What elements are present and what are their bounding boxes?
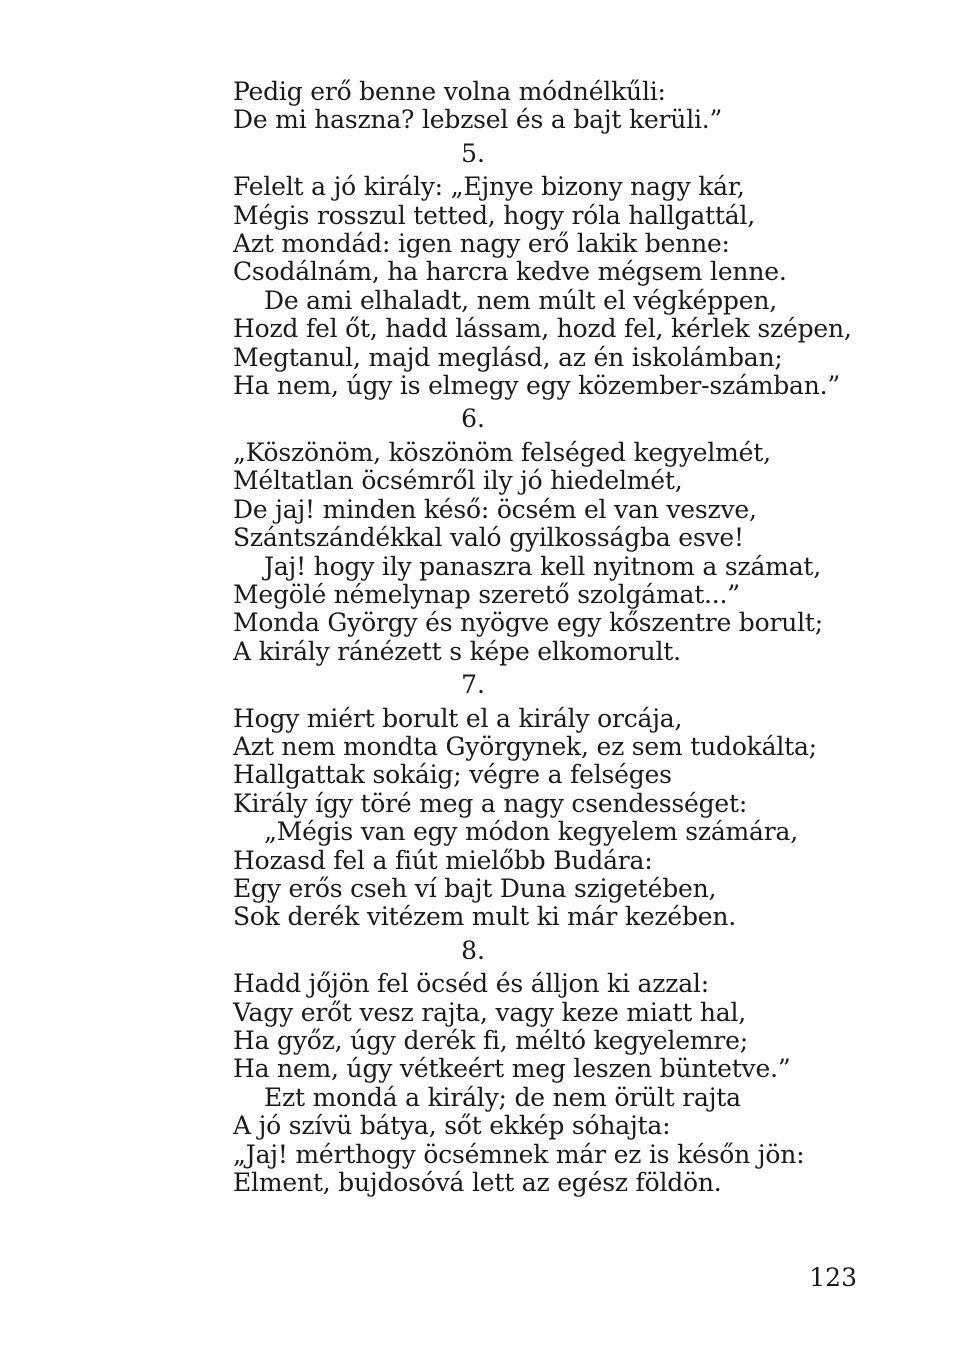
poem-line: „Köszönöm, köszönöm felséged kegyelmét, [233, 437, 771, 467]
poem-line: Csodálnám, ha harcra kedve mégsem lenne. [233, 257, 787, 287]
poem-line: Hallgattak sokáig; végre a felséges [233, 760, 672, 790]
poem-line: Megölé némelynap szerető szolgámat...” [233, 579, 740, 609]
poem-line: Méltatlan öcsémről ily jó hiedelmét, [233, 466, 683, 496]
poem-line: Elment, bujdosóvá lett az egész földön. [233, 1168, 722, 1198]
poem-line: Szántszándékkal való gyilkosságba esve! [233, 523, 744, 553]
stanza-number: 5. [461, 138, 485, 168]
poem-line: Mégis rosszul tetted, hogy róla hallgattál, [233, 200, 755, 230]
page-number: 123 [809, 1263, 857, 1292]
poem-line: Ha nem, úgy is elmegy egy közember-számban.” [233, 371, 840, 401]
poem-line: Monda György és nyögve egy kőszentre borult; [233, 608, 823, 638]
poem-line: Sok derék vitézem mult ki már kezében. [233, 902, 737, 932]
poem-line: Azt mondád: igen nagy erő lakik benne: [233, 229, 730, 259]
stanza-number: 6. [461, 404, 485, 434]
poem-line: De mi haszna? lebzsel és a bajt kerüli.” [233, 105, 723, 135]
poem-line: Király így töré meg a nagy csendességet: [233, 788, 748, 818]
poem-line: Egy erős cseh ví bajt Duna szigetében, [233, 873, 717, 903]
poem-line: „Jaj! mérthogy öcsémnek már ez is későn jön: [233, 1139, 805, 1169]
poem-line: Pedig erő benne volna módnélkűli: [233, 77, 666, 106]
poem-line: Vagy erőt vesz rajta, vagy keze miatt hal, [233, 997, 746, 1027]
poem-line: Jaj! hogy ily panaszra kell nyitnom a számat, [264, 551, 821, 581]
poem-line: A jó szívü bátya, sőt ekkép sóhajta: [233, 1111, 671, 1141]
poem-line: Hozasd fel a fiút mielőbb Budára: [233, 845, 653, 875]
poem-line: Ha győz, úgy derék fi, méltó kegyelemre; [233, 1026, 748, 1055]
poem-page [233, 78, 873, 1197]
stanza-number: 7. [461, 670, 485, 700]
poem-line: Ha nem, úgy vétkeért meg leszen büntetve.” [233, 1054, 791, 1084]
poem-line: Hadd jőjön fel öcséd és álljon ki azzal: [233, 969, 709, 999]
poem-line: Felelt a jó király: „Ejnye bizony nagy kár, [233, 172, 745, 202]
poem-line: A király ránézett s képe elkomorult. [233, 636, 681, 666]
poem-line: Azt nem mondta Györgynek, ez sem tudokálta; [233, 731, 817, 761]
stanza-number: 8. [461, 935, 485, 965]
poem-line: Hogy miért borult el a király orcája, [233, 703, 683, 733]
poem-line: De ami elhaladt, nem múlt el végképpen, [264, 285, 777, 315]
poem-line: „Mégis van egy módon kegyelem számára, [264, 817, 798, 847]
poem-line: Ezt mondá a király; de nem örült rajta [264, 1082, 741, 1112]
poem-line: De jaj! minden késő: öcsém el van veszve, [233, 494, 757, 524]
poem-line: Hozd fel őt, hadd lássam, hozd fel, kérlek szépen, [233, 314, 852, 344]
poem-line: Megtanul, majd meglásd, az én iskolámban; [233, 342, 783, 372]
